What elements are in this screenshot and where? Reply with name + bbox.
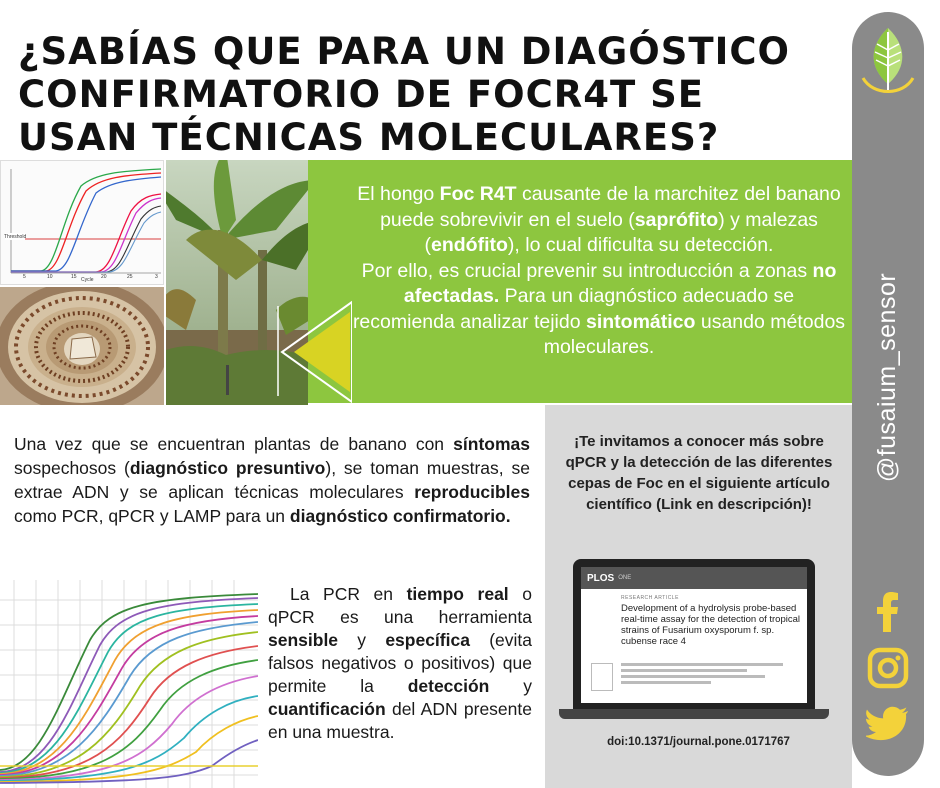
brand-sidebar (852, 12, 924, 776)
article-page (581, 567, 807, 703)
para-text: (evita falsos negativos o positivos) que permite la (268, 630, 532, 696)
page-title (18, 30, 838, 159)
para-text: del ADN presente en una muestra. (268, 699, 532, 742)
social-handle-text: @fusaium_sensor (873, 272, 902, 482)
chart-x-label: Cycle (81, 277, 94, 283)
yellow-triangle-decoration (272, 296, 352, 406)
qpcr-amplification-graphic (0, 580, 258, 788)
para-text-bold: sensible (268, 630, 339, 650)
para-text-bold: síntomas (453, 434, 530, 454)
title-line-3: USAN TÉCNICAS MOLECULARES? (18, 116, 720, 159)
info-text-bold: sintomático (586, 310, 696, 333)
article-doi[interactable]: doi:10.1371/journal.pone.0171767 (607, 736, 790, 748)
info-text-bold: endófito (431, 234, 508, 256)
chart-x-tick: 15 (71, 274, 77, 280)
info-panel-text (352, 182, 846, 361)
laptop-base (559, 709, 829, 719)
info-text: ), lo cual dificulta su detección. (507, 234, 774, 256)
info-text: Para un diagnóstico adecuado se recomienda analizar tejido (352, 285, 795, 333)
title-line-2: CONFIRMATORIO DE FOCR4T SE (18, 73, 705, 116)
info-text-bold: Foc R4T (439, 183, 517, 205)
para-text: y (489, 676, 532, 696)
paragraph-diagnosis (14, 432, 530, 528)
chart-x-tick: 10 (47, 274, 53, 280)
info-text-bold: saprófito (634, 208, 719, 231)
paragraph-qpcr (268, 583, 532, 744)
info-text: ) y malezas ( (424, 208, 818, 256)
chart-threshold-label: Threshold (4, 234, 27, 240)
para-text-bold: específica (385, 630, 470, 650)
article-type-label: RESEARCH ARTICLE (621, 595, 679, 601)
info-text: causante de la marchitez del banano puede sobrevivir en el suelo ( (380, 183, 841, 231)
check-updates-badge-icon (591, 663, 613, 691)
qpcr-chart-image (0, 160, 164, 285)
para-text: o qPCR es una herramienta (268, 584, 532, 627)
chart-x-tick: 3 (155, 274, 158, 280)
laptop-article-preview[interactable] (559, 555, 829, 725)
para-text-bold: reproducibles (414, 482, 530, 502)
twitter-icon[interactable] (866, 702, 910, 746)
para-text: sospechosos ( (14, 458, 130, 478)
info-panel-green (308, 160, 852, 403)
chart-x-tick: 25 (127, 274, 133, 280)
para-text-bold: diagnóstico confirmatorio. (289, 506, 511, 526)
para-text-bold: cuantificación (268, 699, 386, 719)
plos-header (581, 567, 807, 589)
chart-x-tick: 20 (101, 274, 107, 280)
para-text: y (338, 630, 386, 650)
info-text-bold: no afectadas. (403, 259, 837, 307)
article-body-lines (621, 663, 801, 687)
info-text: El hongo (357, 183, 440, 205)
article-invite-box (545, 405, 852, 788)
para-text: Una vez que se encuentran plantas de banano con (14, 434, 454, 454)
title-line-1: ¿SABÍAS QUE PARA UN DIAGÓSTICO (18, 30, 790, 73)
info-text: usando métodos moleculares. (543, 310, 846, 358)
plos-logo: PLOS (587, 572, 615, 584)
para-text: La PCR en (290, 584, 407, 604)
laptop-screen (573, 559, 815, 709)
para-text-bold: detección (407, 676, 490, 696)
chart-x-tick: 5 (23, 274, 26, 280)
para-text: como PCR, qPCR y LAMP para un (14, 506, 290, 526)
instagram-icon[interactable] (866, 646, 910, 690)
article-title: Development of a hydrolysis probe-based real-time assay for the detection of tropical strains of Fusarium oxysporum f. sp. cubense race 4 (621, 603, 801, 647)
para-text-bold: diagnóstico presuntivo (129, 458, 326, 478)
banana-corm-photo (0, 287, 164, 405)
leaf-logo-icon (859, 22, 917, 102)
facebook-icon[interactable] (866, 590, 910, 634)
para-text-bold: tiempo real (406, 584, 509, 604)
para-text: ), se toman muestras, se extrae ADN y se aplican técnicas moleculares (14, 458, 530, 502)
social-handle (852, 262, 924, 492)
info-text: Por ello, es crucial prevenir su introducción a zonas (361, 259, 813, 282)
invite-text: ¡Te invitamos a conocer más sobre qPCR y la detección de las diferentes cepas de Foc en el siguiente artículo científico (Link en descripción)! (565, 433, 833, 513)
plos-one-label: ONE (618, 575, 632, 581)
